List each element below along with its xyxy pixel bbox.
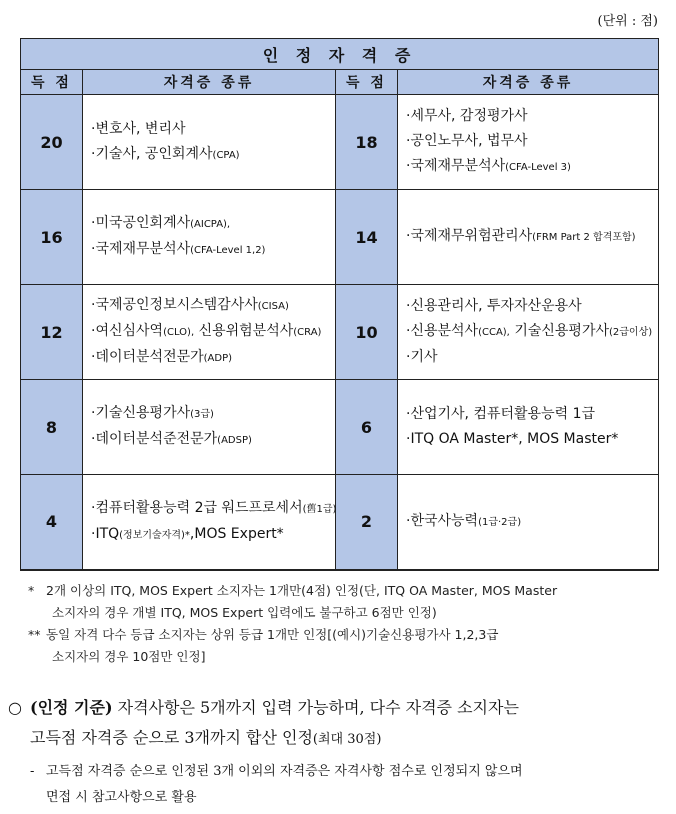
cert-item: [91, 237, 327, 263]
cert-item: [406, 345, 650, 370]
footnote-text: 소지자의 경우 10점만 인정]: [52, 649, 206, 664]
cert-detail: (FRM Part 2 합격포함): [532, 232, 636, 243]
cert-detail: (AICPA),: [190, 219, 231, 230]
score-right: 10: [336, 285, 398, 380]
cert-detail: (정보기술자격)*: [119, 529, 190, 541]
cert-list-right: [398, 475, 659, 570]
table-row: [21, 475, 659, 570]
certificate-table: [20, 38, 659, 571]
criteria-text: 자격사항은 5개까지 입력 가능하며, 다수 자격증 소지자는: [112, 698, 519, 717]
cert-name: ·한국사능력: [406, 512, 479, 529]
cert-list-left: [83, 475, 336, 570]
cert-name: ·ITQ: [91, 525, 120, 542]
footnote-mark: *: [28, 583, 35, 598]
criteria-section: [8, 693, 668, 811]
score-left: 4: [21, 475, 83, 570]
cert-name: ·데이터분석준전문가: [91, 431, 218, 447]
cert-list-left: [83, 190, 336, 285]
cert-item: [91, 345, 327, 371]
footnote-2: [28, 624, 662, 668]
cert-detail: (CPA): [212, 149, 240, 161]
criteria-sub-text: 면접 시 참고사항으로 활용: [46, 790, 197, 805]
cert-name: ·컴퓨터활용능력 2급 워드프로세서: [91, 499, 303, 516]
cert-list-right: [398, 190, 659, 285]
header-score-right: 득 점: [336, 70, 398, 95]
cert-item: [91, 319, 327, 345]
cert-item: [406, 154, 650, 180]
cert-name: ·여신심사역: [91, 323, 164, 339]
cert-name: ·기사: [406, 349, 438, 365]
dash-bullet: -: [30, 764, 35, 779]
cert-detail: (ADSP): [217, 435, 252, 446]
cert-name: ·국제재무분석사: [406, 158, 506, 174]
score-right: 6: [336, 380, 398, 475]
cert-detail: (2급이상): [609, 327, 653, 338]
cert-detail: (1급·2급): [478, 516, 522, 528]
footnote-1: [28, 580, 662, 624]
cert-name: ·변호사, 변리사: [91, 120, 186, 137]
cert-name: ·국제재무분석사: [91, 241, 191, 257]
cert-name: 기술신용평가사: [509, 323, 609, 339]
cert-name: ·미국공인회계사: [91, 215, 191, 231]
cert-name: ·세무사, 감정평가사: [406, 108, 528, 124]
header-type-left: 자격증 종류: [83, 70, 336, 95]
cert-name: ·기술신용평가사: [91, 405, 191, 421]
table-row: [21, 380, 659, 475]
cert-name: ·기술사, 공인회계사: [91, 145, 213, 162]
cert-item: [406, 402, 650, 427]
cert-list-left: [83, 285, 336, 380]
cert-detail: (CFA-Level 1,2): [190, 245, 266, 256]
cert-detail: (ADP): [203, 353, 233, 364]
footnote-mark: **: [28, 627, 41, 642]
cert-list-right: [398, 95, 659, 190]
cert-item: [91, 522, 327, 548]
footnote-text: 동일 자격 다수 등급 소지자는 상위 등급 1개만 인정[(예시)기술신용평가사 1,2,3급: [46, 627, 499, 642]
cert-list-right: [398, 380, 659, 475]
cert-item: [91, 427, 327, 453]
cert-item: [406, 319, 653, 345]
table-title: 인 정 자 격 증: [21, 39, 659, 70]
table-row: [21, 190, 659, 285]
score-left: 8: [21, 380, 83, 475]
cert-list-right: [398, 285, 659, 380]
score-right: 2: [336, 475, 398, 570]
cert-detail: (CRA): [293, 327, 322, 338]
cert-item: [91, 117, 327, 142]
cert-detail: (CFA-Level 3): [505, 162, 571, 173]
cert-name: ·공인노무사, 법무사: [406, 133, 528, 149]
footnote-text: 소지자의 경우 개별 ITQ, MOS Expert 입력에도 불구하고 6점만 인정): [52, 605, 437, 620]
cert-item: [406, 129, 650, 154]
footnotes: [28, 580, 662, 668]
table-row: [21, 285, 659, 380]
criteria-max: (최대 30점): [312, 732, 382, 747]
cert-list-left: [83, 95, 336, 190]
cert-item: [406, 509, 650, 535]
cert-item: [406, 104, 650, 129]
cert-item: [406, 224, 650, 250]
criteria-sub: [8, 759, 668, 811]
table-row: [21, 95, 659, 190]
cert-item: [91, 293, 327, 319]
cert-name: ,MOS Expert*: [189, 525, 284, 542]
cert-item: [406, 427, 650, 452]
cert-detail: (舊1급): [302, 503, 337, 515]
cert-item: [91, 401, 327, 427]
cert-item: [91, 496, 337, 522]
score-right: 14: [336, 190, 398, 285]
criteria-main: [8, 693, 668, 755]
header-type-right: 자격증 종류: [398, 70, 659, 95]
header-score-left: 득 점: [21, 70, 83, 95]
score-left: 12: [21, 285, 83, 380]
criteria-text: 고득점 자격증 순으로 3개까지 합산 인정: [30, 728, 313, 747]
cert-name: ·ITQ OA Master*, MOS Master*: [406, 431, 619, 447]
cert-detail: (CISA): [257, 301, 289, 312]
cert-detail: (CLO),: [163, 327, 195, 338]
cert-name: 신용위험분석사: [194, 323, 294, 339]
score-left: 16: [21, 190, 83, 285]
score-left: 20: [21, 95, 83, 190]
cert-name: ·국제재무위험관리사: [406, 228, 533, 244]
cert-item: [91, 142, 327, 168]
cert-name: ·산업기사, 컴퓨터활용능력 1급: [406, 406, 595, 422]
cert-detail: (3급): [190, 409, 214, 420]
circle-bullet-icon: ○: [8, 698, 22, 717]
cert-item: [91, 211, 327, 237]
cert-name: ·국제공인정보시스템감사사: [91, 297, 258, 313]
cert-item: [406, 294, 650, 319]
cert-name: ·신용관리사, 투자자산운용사: [406, 298, 582, 314]
criteria-sub-text: 고득점 자격증 순으로 인정된 3개 이외의 자격증은 자격사항 점수로 인정되지 않으며: [46, 764, 523, 779]
score-right: 18: [336, 95, 398, 190]
unit-label: (단위 : 점): [597, 14, 658, 29]
cert-detail: (CCA),: [478, 327, 510, 338]
cert-name: ·데이터분석전문가: [91, 349, 204, 365]
footnote-text: 2개 이상의 ITQ, MOS Expert 소지자는 1개만(4점) 인정(단, ITQ OA Master, MOS Master: [46, 583, 558, 598]
cert-list-left: [83, 380, 336, 475]
cert-name: ·신용분석사: [406, 323, 479, 339]
criteria-label: (인정 기준): [30, 698, 113, 717]
